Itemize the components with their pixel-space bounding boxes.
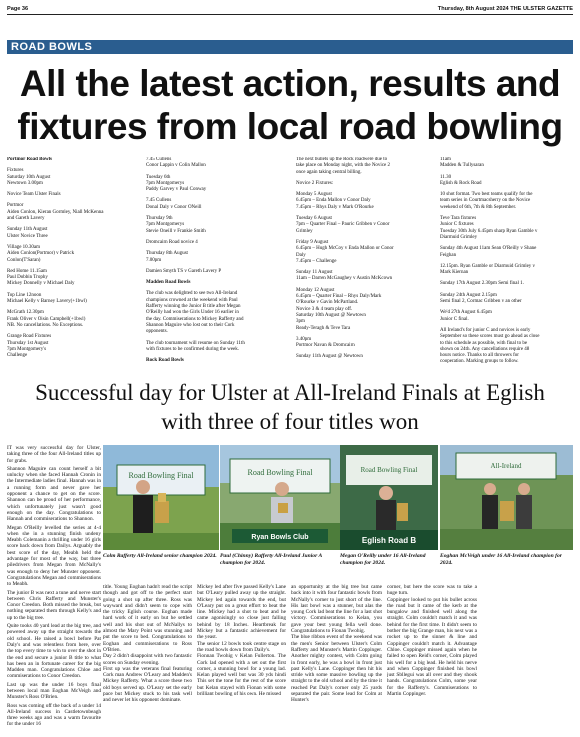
story-paragraph: The senior 12 bowls took centre stage on the road bowls down from Daily's.: [197, 640, 286, 653]
fixture-paragraph: Rock Road Bowls: [146, 358, 184, 364]
story-paragraph: Ross was coming off the back of a under 14 All-Ireland success in Castletownbeagh three weeks ago and was a warm favourite for the under 16: [7, 702, 101, 728]
story-headline: Successful day for Ulster at All-Ireland Finals at Eglish with three of four titles won: [35, 380, 545, 434]
fixture-paragraph: Sunday 11 August 11am – Darren McGaughey v Austin McKcown: [296, 270, 393, 282]
fixture-paragraph: Madden Road Bowls: [146, 280, 191, 286]
fixture-paragraph: Damien Smyth TS v Gareth Lavery P: [146, 268, 222, 274]
fixture-paragraph: Thursday 8th August 7.00pm: [146, 251, 188, 263]
fixture-paragraph: 10 shot format. Two best teams qualify for the team series in Courtmacsherry on the Novice weekend of 6th, 7th & 8th September.: [440, 192, 533, 210]
story-column-3: [197, 584, 286, 734]
fixture-paragraph: Portmor Road Bowls: [7, 157, 52, 162]
photo-eoghan-mcveigh: [440, 445, 573, 550]
story-paragraph: Shannon Maguire can count herself a bit unlucky when she faced Hannah Cronin in the Intermediate ladies final. Hannah was in a running form and never gave her opponent a chance to get on the score. Shannon can be proud of her performance, which unfortunately just wasn't good enough on the day. Congratulations to Hannah and commiserations to Shannon.: [7, 465, 101, 523]
fixture-paragraph: 7.45 Cullens Donal Daly v Conor ONeill: [146, 198, 202, 210]
fixture-paragraph: 11.30 Eglish & Rock Road: [440, 174, 482, 186]
section-banner: [7, 40, 573, 54]
fixture-paragraph: The club was delighted to see two All-Ireland champions crowned at the weekend with Paul Rafferty winning the Junior B title after Megan O'Reilly had won the Girls Under 16 earlier in the day. Commiserations to Mickey Rafferty and Shannon Maguire who lost out to their Cork opponents.: [146, 291, 244, 335]
fixture-paragraph: Novice Team Ulster Finals: [7, 192, 61, 198]
fixture-paragraph: Sunday 11th August @ Newtown: [296, 354, 363, 360]
section-title: ROAD BOWLS: [11, 41, 93, 53]
fixture-paragraph: 7.45 Cullens Conor Lappin v Colin Mallon: [146, 157, 206, 169]
photo-4-image: [440, 445, 573, 550]
fixture-paragraph: Tuesday 6th 7pm Montgomerys Paddy Garvey v Paul Conway: [146, 174, 207, 193]
fixture-paragraph: Sunday 11th August Ulster Novice Three: [7, 227, 48, 239]
fixture-paragraph: The club tournament will resume on Sunday 11th with fixtures to be confirmed during the week.: [146, 340, 245, 352]
story-paragraph: title. Young Eoghan hadn't read the script though and got off to the perfect start going a shot up after three. Ross was wayward and didn't seem to cope with the tricky Eglish course. Eoghan made hard work of it early on but he settled well and his shot out of McNallys to almost the Mary Point was stunning and put the score to bed. Congratulations to Eoghan and commiserations to Ross O'Brien.: [103, 584, 192, 653]
fixture-paragraph: Fixtures Saturday 10th August Newtown 3.00pm: [7, 168, 51, 186]
eglish-banner-text: Eglish Road B: [361, 536, 417, 545]
photo-colm-rafferty: [103, 445, 219, 550]
photo-megan-oreilly: [340, 445, 438, 550]
banner-text-4: All-Ireland: [490, 462, 522, 470]
fixture-paragraph: 12.15pm. Ryan Gamble or Diarmuid Grimley v Mark Kiernan: [440, 263, 536, 276]
fixture-paragraph: Teve Tara fixtures Junior C fixtures Tuesday 30th July 6.45pm sharp Ryan Gamble v Diarmuid Grimley: [440, 216, 538, 240]
photo-3-image: [340, 445, 438, 550]
story-paragraph: Mickey led after five passed Kelly's Lane but O'Leary pulled away up the straight. Mickey led again towards the end, but O'Leary put on a great effort to beat the line. Mickey had a shot to beat and he came agonisingly so close just falling behind by 18 Inches. Heartbreak for Mickey but a fantastic achievement for the yeast.: [197, 584, 286, 641]
fixture-paragraph: Sunday 4th August 11am Sean O'Reilly v Shane Feighan: [440, 246, 537, 258]
fixtures-column-2: [146, 157, 246, 372]
story-column-2: [103, 584, 192, 734]
fixture-paragraph: Monday 12 August 6.45pm – Quarter Final – Rhys Daly/Mark O'Rourke v Gavin McPartland. Novice 3 & 4 team play off. Saturday 10th August @ Newtown 3pm Ready-Teragh & Teve Tara: [296, 287, 382, 331]
story-column-5: [387, 584, 477, 734]
fixture-paragraph: All Ireland's for junior C and novices is early September so these scores must go ahead as close to this schedule as possible, with final to be shown on 24th. Any cancellations require 48 hours notice. Thanks to all throwers for cooperation. Marking groups to follow.: [440, 327, 540, 365]
banner-text-1: Road Bowling Final: [128, 471, 194, 480]
caption-3: Megan O'Reilly under 16 All-Ireland champion for 2024.: [340, 553, 426, 566]
story-paragraph: an opportunity at the big tree but came back into it with four fantastic bowls from McNally's corner to just short of the line. His last bowl was a stunner, but alas the young Cork lad beat the line for a last shot victory. Commiserations to Kelan, you gave your best young fella well done. Congratulations to Fionan Twohig.: [291, 584, 382, 635]
banner-text-3: Road Bowling Final: [360, 466, 418, 474]
fixture-paragraph: McGrath 12.30pm Frank Oliver v Oisin Campbell(+1bwl) NB. No cancellations. No Exceptions.: [7, 310, 86, 328]
fixtures-column-1: [7, 157, 107, 372]
story-paragraph: Megan O'Reilly levelled the series at 4-4 when she in a stunning finish undeny Meabh Colemanin a thrilling under 16 girls score back down from Dailys. Arguably the best score of the day, Meabh held the advantage for most of the way, but three piledrivers from Megan from McNally's was enough to deny her Munster opponent. Congratulations Megan and commiserations to Meabh.: [7, 524, 101, 588]
caption-4: Eoghan McVeigh under 16 All-Ireland champion for 2024.: [440, 553, 562, 566]
fixture-paragraph: Novice 2 Fixtures:: [296, 180, 334, 186]
story-paragraph: Quite tooks 40 yard lead at the big tree, and powered away up the straight towards the old school. He raised a bowl before Pat Daly's and was relentless from here, over the top every time to win to over the shot in the end and secure a junior B title to what has been an in fortunate career for the big Madden man. Congratulations Chloe and commiserations to Conor Creedon.: [7, 623, 101, 680]
banner-text-2: Road Bowling Final: [247, 468, 313, 477]
fixture-paragraph: Red Home 11.15am Paul Dobbin Trophy Mickey Donnelly v Michael Daly: [7, 268, 75, 287]
fixtures-column-4: [440, 157, 540, 372]
story-paragraph: Day 2 didn't disappoint with two fantastic scores on Sunday evening.: [103, 653, 192, 666]
story-paragraph: corner, but here the score was to take a huge turn.: [387, 584, 477, 597]
top-rule: [7, 14, 573, 15]
fixture-paragraph: The next bullets up the Rock roadwere due to take place on Monday night, with the Novice 2 once again taking central billing.: [296, 157, 391, 175]
fixture-paragraph: Top Line 12noon Michael Kelly v Barney Lavery(+1bwl): [7, 292, 87, 305]
fixture-paragraph: Dromcairn Road novice 4: [146, 239, 198, 245]
fixture-paragraph: We'd 27th August 6.45pm Junior C final.: [440, 310, 492, 322]
club-banner-text: Ryan Bowls Club: [251, 534, 309, 541]
story-paragraph: Fionnan Twohig v Kelan Fullerton. The Cork lad opened with a set out the first corner, a stunning bowl for a young lad. Kelan played well but was 30 yds hindi This set the tone for the rest of the score but Kelan stayed with Fionan with some brilliant bowling of his own. He missed: [197, 653, 286, 698]
story-paragraph: Last up was the under 16 boys final between local man Eoghan McVeigh and Munster's Ross O'Brien.: [7, 681, 101, 701]
fixture-paragraph: 11am Madden & Tullysaran: [440, 157, 484, 169]
fixture-paragraph: Portmor Aiden Conlon, Kieran Gormley, Niall McKenna and Gareth Lavery: [7, 203, 104, 222]
photo-paul-rafferty: [220, 445, 340, 550]
photo-2-image: [220, 445, 340, 550]
caption-2: Paul (Chinny) Rafferty All-Ireland Junior A champion for 2024.: [220, 553, 322, 566]
masthead-issue: Thursday, 8th August 2024 THE ULSTER GAZETTE: [437, 6, 573, 12]
photo-1-image: [103, 445, 219, 550]
story-paragraph: First up was the veterans final featuring Cork man Andrew O'Leary and Madden's Mickey Rafferty. What a score these two old boys served up. O'Leary set the early pace but Mickey stuck to his task well and never let his opponent dominate.: [103, 665, 192, 704]
story-column-4: [291, 584, 382, 734]
fixture-paragraph: Thursday 9th 7pm Montgomerys Stevie Oneill v Frankie Smith: [146, 216, 206, 234]
story-paragraph: Coppinger looked to put his bullet across the road but it came of the kerb at the bungalow and finished well along the straight. Colm couldn't match it and was behind for the first time. It didn't seem to bother the big Grange man, his next was a rocket up to the sinner & line and Coppinger couldn't match it. Advantage Chloe. Coppinger missed again when he failed to open Reid's corner, Colm played his well for a big lead. He held his nerve and when Coppinger finished his bowl just Sbllegui was all over and they shook hands. Congratulations Colm, some year for the Rafferty's. Commiserations to Martin Coppinger.: [387, 596, 477, 698]
fixture-paragraph: Village 10.30am Aiden Conlon(Portmor) v Patrick Conlon(T'Saran): [7, 244, 75, 263]
fixture-paragraph: Grange Road Fixtures Thursday 1st August 7pm Montgomery's Challenge: [7, 334, 52, 359]
fixture-paragraph: Sunday 24th August 2.15pm Semi final 2, Cormac Gribben v an other: [440, 292, 522, 305]
page-number: Page 36: [7, 6, 29, 12]
fixtures-column-3: [296, 157, 396, 372]
fixture-paragraph: Tuesday 6 August 7pm – Quarter Final – Pauric Gribben v Conor Grimley: [296, 216, 390, 234]
fixture-paragraph: Friday 9 August 6.45pm – Hugh McCoy v Enda Mallon or Conor Daly 7.45pm – Challenge: [296, 239, 394, 264]
story-paragraph: IT was very successful day for Ulster, taking three of the four All-Ireland titles up for grabs.: [7, 445, 101, 464]
fixture-paragraph: 3.40pm Portmor Navan & Dromcairn: [296, 336, 355, 349]
story-paragraph: The blue ribbon event of the weekend was the men's Senior between Ulster's Colm Rafferty and Munster's Martin Coppinger. Another mighty contest, with Colm going in front early, he was a bowl in front just past Kelly's Lane. Coppinger then hit his stride with some massive bowling up the straight to the old school and by the time it reached Pat Daly's corner only 25 yards separated the pair. Some lead for Colm at Hunter's: [291, 634, 382, 704]
story-intro-column: [7, 445, 101, 735]
story-paragraph: The junior B was next a tune and nerve start between Chris Rafferty and Munster's Conor Creedon. Both missed the break, but nothing separated them through Kelly's and up to the big tree.: [7, 589, 101, 621]
fixture-paragraph: Sunday 17th August 2.30pm Semi final 1.: [440, 281, 524, 287]
main-headline: All the latest action, results and fixtures from local road bowling: [17, 63, 563, 147]
caption-1: Colm Rafferty All-Ireland senior champion 2024.: [103, 553, 217, 559]
fixture-paragraph: Monday 5 August 6.45pm – Enda Mallon v Conor Daly 7.45pm – Rhys Daly v Mark O'Rourke: [296, 192, 374, 210]
